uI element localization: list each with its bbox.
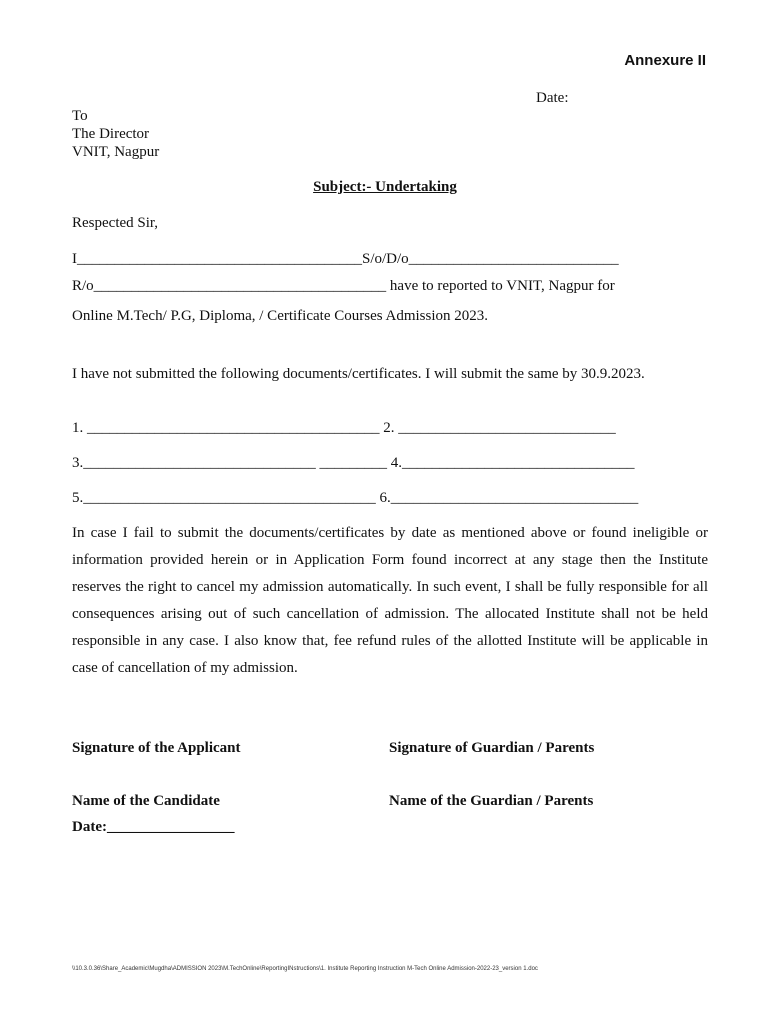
applicant-signature-label: Signature of the Applicant xyxy=(72,740,241,756)
signature-date-label: Date:_________________ xyxy=(72,819,235,835)
date-label: Date: xyxy=(536,90,569,106)
documents-row-2: 3._______________________________ _________ 4._______________________________ xyxy=(72,455,635,471)
address-to: To xyxy=(72,108,88,124)
documents-row-1: 1. _______________________________________ 2. _____________________________ xyxy=(72,420,616,436)
residence-line: R/o_______________________________________ have to reported to VNIT, Nagpur for xyxy=(72,278,615,294)
guardian-signature-label: Signature of Guardian / Parents xyxy=(389,740,595,756)
documents-row-3: 5._______________________________________ 6._________________________________ xyxy=(72,490,639,506)
subject-heading: Subject:- Undertaking xyxy=(313,179,457,195)
guardian-name-label: Name of the Guardian / Parents xyxy=(389,793,594,809)
address-institute: VNIT, Nagpur xyxy=(72,144,160,160)
footer-file-path: \\10.3.0.36\Share_Academic\Mugdha\ADMISSION 2023\M.TechOnline\ReportingINstructions\1. Institute Reporting Instruction M-Tech Online Admission-2022-23_version 1.doc xyxy=(72,966,538,972)
address-block xyxy=(72,107,159,161)
annexure-label: Annexure II xyxy=(624,52,706,69)
address-recipient: The Director xyxy=(72,126,150,142)
candidate-name-label: Name of the Candidate xyxy=(72,793,220,809)
salutation: Respected Sir, xyxy=(72,215,159,231)
undertaking-paragraph: In case I fail to submit the documents/certificates by date as mentioned above or found ineligible or information provided herein or in Application Form found incorrect at any stage then the Institute reserves the right to cancel my admission automatically. In such event, I shall be fully responsible for all consequences arising out of such cancellation of admission. The allocated Institute shall not be held responsible in any case. I also know that, fee refund rules of the allotted Institute will be applicable in case of cancellation of my admission. xyxy=(72,525,708,676)
not-submitted-line: I have not submitted the following documents/certificates. I will submit the same by 30.9.2023. xyxy=(72,366,645,382)
course-line: Online M.Tech/ P.G, Diploma, / Certificate Courses Admission 2023. xyxy=(72,308,488,324)
name-line: I______________________________________S/o/D/o____________________________ xyxy=(72,251,619,267)
